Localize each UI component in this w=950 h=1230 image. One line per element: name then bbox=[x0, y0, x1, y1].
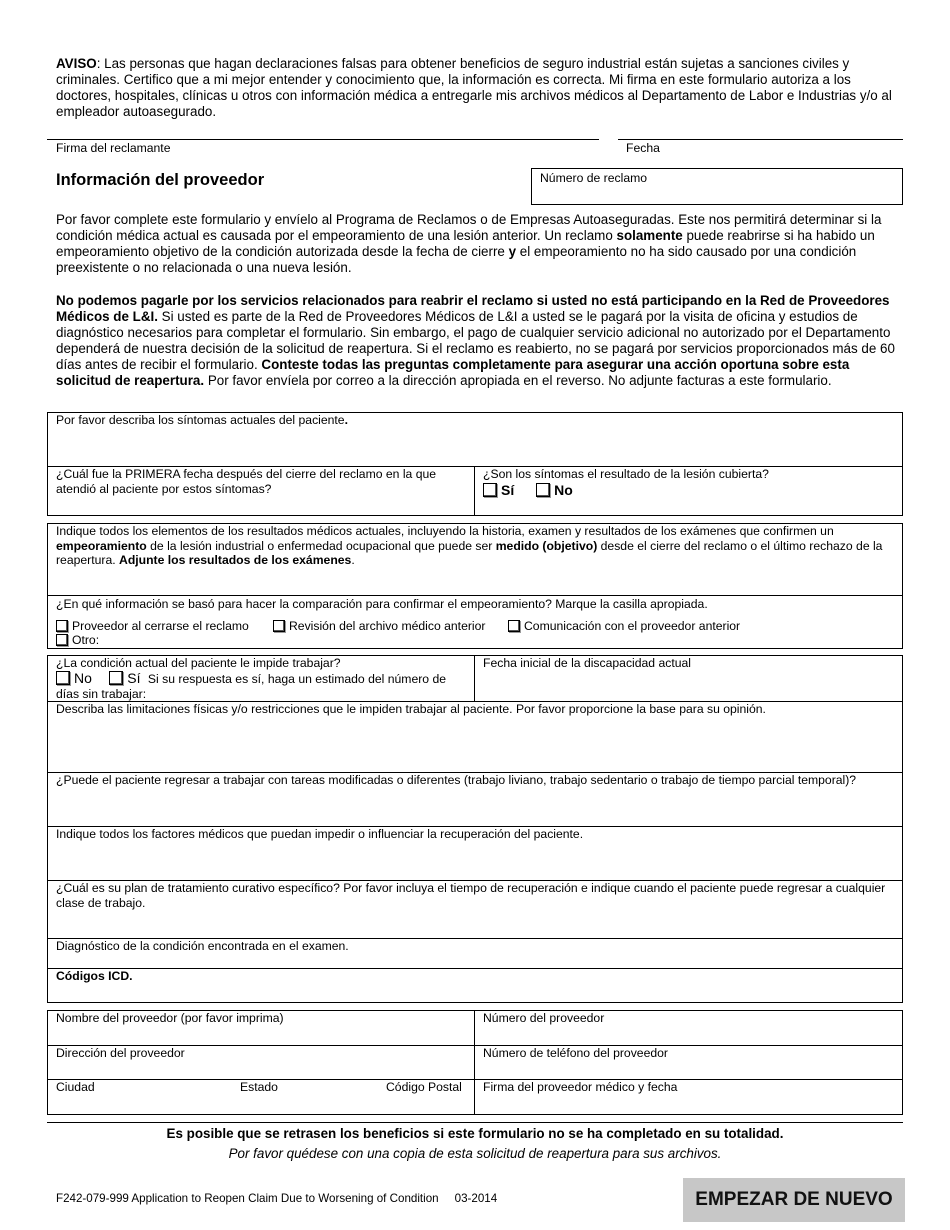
modified-work-field[interactable] bbox=[56, 773, 898, 825]
disability-date-field[interactable] bbox=[483, 656, 893, 671]
treatment-plan-label: ¿Cuál es su plan de tratamiento curativo específico? Por favor incluya el tiempo de recuperación e indique cuando el paciente puede regresar a cualquier clase de trabajo. bbox=[56, 881, 886, 910]
recovery-factors-field[interactable] bbox=[56, 827, 898, 879]
option-label: Revisión del archivo médico anterior bbox=[289, 619, 486, 633]
prevent-work-question: ¿La condición actual del paciente le impide trabajar? bbox=[56, 656, 341, 670]
option-label: Proveedor al cerrarse el reclamo bbox=[72, 619, 249, 633]
date-signature-line[interactable] bbox=[618, 139, 903, 140]
prevent-yes-option[interactable] bbox=[109, 670, 140, 686]
date-signature-label: Fecha bbox=[626, 141, 660, 155]
first-date-field[interactable] bbox=[56, 467, 466, 496]
prevent-work-options bbox=[56, 671, 468, 701]
modified-work-label: ¿Puede el paciente regresar a trabajar con tareas modificadas o diferentes (trabajo liviano, trabajo sedentario o trabajo de tiempo parcial temporal)? bbox=[56, 773, 857, 787]
findings-bold-2: medido (objetivo) bbox=[495, 538, 598, 553]
provider-phone-label: Número de teléfono del proveedor bbox=[483, 1046, 668, 1060]
prevent-yes-label: Sí bbox=[127, 670, 141, 686]
provider-address-label: Dirección del proveedor bbox=[56, 1046, 185, 1060]
provider-address-field[interactable] bbox=[56, 1046, 466, 1061]
notice-text: : Las personas que hagan declaraciones falsas para obtener beneficios de seguro industrial están sujetas a sanciones civiles y criminales. Certifico que a mi mejor entender y conocimiento que, la información es correcta. Mi firma en este formulario autoriza a los doctores, hospitales, clínicas u otros con información médica a entregarle mis archivos médicos al Departamento de Labor e Industrias y/o al empleador autoasegurado. bbox=[56, 56, 892, 119]
comparison-option-communication[interactable] bbox=[508, 619, 740, 634]
findings-text-2: de la lesión industrial o enfermedad ocupacional que puede ser bbox=[146, 538, 496, 553]
network-text-1: Si usted es parte de la Red de Proveedores Médicos de L&I a usted se le pagará por la visita de oficina y estudios de diagnóstico necesarios para completar el formulario. Sin embargo, el pago de cualquier servicio adicional no autorizado por el Departamento dependerá de nuestra decisión de la solicitud de reapertura. Si el reclamo es reabierto, no se pagará por servicios proporcionados más de 60 días antes de recibir el formulario. bbox=[56, 309, 895, 372]
incomplete-warning: Es posible que se retrasen los beneficios si este formulario no se ha completado en su totalidad. bbox=[166, 1126, 784, 1141]
findings-bold-1: empeoramiento bbox=[56, 538, 147, 553]
intro-bold-1: solamente bbox=[616, 228, 683, 243]
notice-paragraph bbox=[56, 56, 896, 120]
network-text-2: Por favor envíela por correo a la dirección apropiada en el reverso. No adjunte facturas a este formulario. bbox=[204, 373, 832, 388]
provider-name-label: Nombre del proveedor (por favor imprima) bbox=[56, 1011, 284, 1025]
intro-text-2: puede reabrirse si ha habido un empeoramiento objetivo de la condición autorizada desde la fecha de cierre bbox=[56, 228, 875, 259]
findings-text-1: Indique todos los elementos de los resultados médicos actuales, incluyendo la historia, examen y resultados de los exámenes que confirmen un bbox=[56, 524, 834, 538]
covered-no-option[interactable] bbox=[536, 482, 573, 498]
divider bbox=[47, 595, 903, 596]
option-label: Otro: bbox=[72, 633, 100, 647]
icd-codes-label: Códigos ICD. bbox=[56, 969, 133, 983]
prevent-yes-note: Si su respuesta es sí, haga un estimado del número de días sin trabajar: bbox=[56, 672, 447, 701]
provider-info-block bbox=[47, 1010, 903, 1115]
comparison-option-file-review[interactable] bbox=[273, 619, 485, 634]
covered-yes-label: Sí bbox=[501, 482, 515, 498]
checkbox[interactable] bbox=[273, 620, 285, 632]
checkbox[interactable] bbox=[508, 620, 520, 632]
covered-yes-checkbox[interactable] bbox=[483, 483, 497, 497]
divider bbox=[474, 655, 475, 701]
findings-text-4: . bbox=[351, 553, 355, 567]
form-id-text: F242-079-999 Application to Reopen Claim Due to Worsening of Condition bbox=[56, 1192, 439, 1205]
divider bbox=[474, 466, 475, 516]
limitations-label: Describa las limitaciones físicas y/o restricciones que le impiden trabajar al paciente. Por favor proporcione la base para su opinión. bbox=[56, 702, 766, 716]
checkbox[interactable] bbox=[56, 620, 68, 632]
covered-no-checkbox[interactable] bbox=[536, 483, 550, 497]
symptoms-field[interactable] bbox=[56, 413, 896, 463]
intro-bold-2: y bbox=[508, 244, 517, 259]
prevent-no-option[interactable] bbox=[56, 670, 92, 686]
comparison-option-other[interactable] bbox=[56, 633, 99, 648]
zip-code-label: Código Postal bbox=[386, 1080, 462, 1094]
diagnosis-field[interactable] bbox=[56, 939, 898, 967]
provider-signature-label: Firma del proveedor médico y fecha bbox=[483, 1080, 678, 1094]
notice-label: AVISO bbox=[56, 56, 97, 71]
restart-button[interactable]: EMPEZAR DE NUEVO bbox=[683, 1178, 905, 1222]
intro-text-3: el empeoramiento no ha sido causado por una condición preexistente o no relacionada o una nueva lesión. bbox=[56, 244, 857, 275]
comparison-question: ¿En qué información se basó para hacer la comparación para confirmar el empeoramiento? Marque la casilla apropiada. bbox=[56, 597, 708, 611]
intro-text-1: Por favor complete este formulario y envíelo al Programa de Reclamos o de Empresas Autoaseguradas. Este nos permitirá determinar si la condición médica actual es causada por el empeoramiento de una lesión anterior. Un reclamo bbox=[56, 212, 882, 243]
claim-number-field[interactable] bbox=[531, 168, 903, 205]
recovery-factors-label: Indique todos los factores médicos que puedan impedir o influenciar la recuperación del paciente. bbox=[56, 827, 584, 841]
form-date: 03-2014 bbox=[454, 1192, 498, 1205]
network-bold-2: Conteste todas las preguntas completamente para asegurar una acción oportuna sobre esta solicitud de reapertura. bbox=[56, 357, 850, 388]
symptoms-dot: . bbox=[344, 413, 348, 427]
findings-field[interactable] bbox=[56, 524, 898, 568]
intro-paragraph bbox=[56, 212, 898, 276]
prevent-no-checkbox[interactable] bbox=[56, 671, 70, 685]
comparison-option-previous-provider[interactable] bbox=[56, 619, 249, 634]
findings-text-3: desde el cierre del reclamo o el último rechazo de la reapertura. bbox=[56, 538, 883, 567]
provider-section-title: Información del proveedor bbox=[56, 171, 265, 189]
findings-bold-3: Adjunte los resultados de los exámenes bbox=[119, 553, 352, 567]
checkbox[interactable] bbox=[56, 634, 68, 646]
network-paragraph bbox=[56, 293, 898, 389]
network-bold-1: No podemos pagarle por los servicios relacionados para reabrir el reclamo si usted no está participando en la Red de Proveedores Médicos de L&I. bbox=[56, 293, 890, 324]
covered-yes-option[interactable] bbox=[483, 482, 514, 498]
provider-name-field[interactable] bbox=[56, 1011, 466, 1026]
symptoms-label: Por favor describa los síntomas actuales del paciente bbox=[56, 413, 345, 427]
state-field[interactable] bbox=[240, 1080, 278, 1095]
provider-phone-field[interactable] bbox=[483, 1046, 893, 1061]
form-id bbox=[56, 1192, 497, 1205]
covered-options bbox=[483, 482, 573, 498]
provider-number-label: Número del proveedor bbox=[483, 1011, 605, 1025]
footer-divider bbox=[47, 1122, 903, 1123]
claimant-signature-label: Firma del reclamante bbox=[56, 141, 171, 155]
diagnosis-label: Diagnóstico de la condición encontrada en el examen. bbox=[56, 939, 349, 953]
prevent-no-label: No bbox=[74, 670, 92, 686]
treatment-plan-field[interactable] bbox=[56, 881, 898, 937]
limitations-field[interactable] bbox=[56, 702, 898, 770]
city-label: Ciudad bbox=[56, 1080, 95, 1094]
prevent-yes-checkbox[interactable] bbox=[109, 671, 123, 685]
covered-no-label: No bbox=[554, 482, 573, 498]
state-label: Estado bbox=[240, 1080, 278, 1094]
option-label: Comunicación con el proveedor anterior bbox=[524, 619, 741, 633]
city-field[interactable] bbox=[56, 1080, 95, 1095]
icd-codes-field[interactable] bbox=[56, 969, 898, 1001]
zip-code-field[interactable] bbox=[386, 1080, 462, 1095]
disability-date-label: Fecha inicial de la discapacidad actual bbox=[483, 656, 691, 670]
divider bbox=[474, 1010, 475, 1115]
keep-copy-note: Por favor quédese con una copia de esta solicitud de reapertura para sus archivos. bbox=[228, 1146, 722, 1161]
first-date-label: ¿Cuál fue la PRIMERA fecha después del cierre del reclamo en la que atendió al paciente por estos síntomas? bbox=[56, 467, 437, 496]
claimant-signature-line[interactable] bbox=[47, 139, 599, 140]
claim-number-label: Número de reclamo bbox=[540, 171, 648, 185]
provider-signature-field[interactable] bbox=[483, 1080, 893, 1095]
provider-number-field[interactable] bbox=[483, 1011, 893, 1026]
covered-injury-question: ¿Son los síntomas el resultado de la lesión cubierta? bbox=[483, 467, 769, 481]
